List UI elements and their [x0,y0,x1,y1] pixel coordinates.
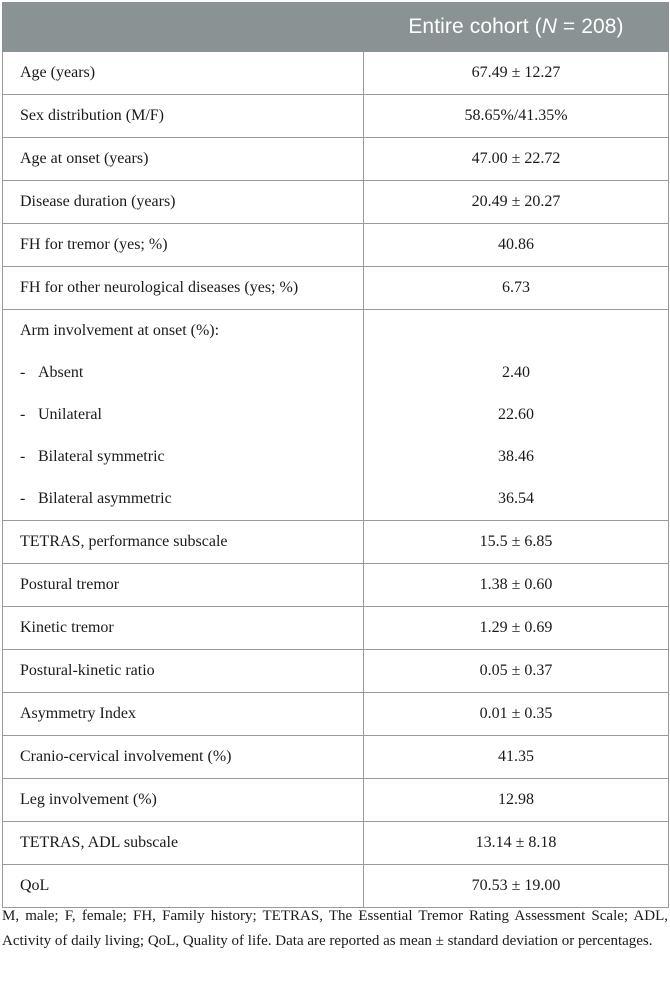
arm-sub-value: 22.60 [498,406,534,423]
table-row [3,224,669,267]
arm-sub-label: Bilateral asymmetric [38,490,172,507]
row-label: TETRAS, ADL subscale [3,822,364,865]
arm-group-title-spacer [364,310,668,352]
table-row [3,138,669,181]
header-entire-cohort [364,3,669,52]
header-prefix: Entire cohort ( [408,15,542,38]
table-row [3,650,669,693]
table-header-row [3,3,669,52]
table-row [3,693,669,736]
row-value: 15.5 ± 6.85 [364,521,669,564]
row-value: 70.53 ± 19.00 [364,865,669,908]
arm-sub-value: 2.40 [502,364,530,381]
row-value: 47.00 ± 22.72 [364,138,669,181]
arm-sub-item: - Unilateral [20,406,102,423]
row-value: 12.98 [364,779,669,822]
row-value: 0.01 ± 0.35 [364,693,669,736]
row-value: 1.38 ± 0.60 [364,564,669,607]
arm-sub-value: 36.54 [498,490,534,507]
row-label: Kinetic tremor [3,607,364,650]
row-label: QoL [3,865,364,908]
arm-involvement-group-row [3,310,669,521]
row-value: 6.73 [364,267,669,310]
table-footnote: M, male; F, female; FH, Family history; TETRAS, The Essential Tremor Rating Assessment Scale; ADL, Activity of daily living; QoL, Quality of life. Data are reported as mean ± standard deviation or percentages. [2,908,668,949]
row-label: Sex distribution (M/F) [3,95,364,138]
row-label: Age (years) [3,52,364,95]
table-row [3,267,669,310]
row-label: Age at onset (years) [3,138,364,181]
table-row [3,521,669,564]
cohort-table [2,2,668,908]
arm-sub-item: - Absent [20,364,84,381]
arm-sub-label: Absent [38,364,84,381]
row-label: FH for tremor (yes; %) [3,224,364,267]
row-value: 20.49 ± 20.27 [364,181,669,224]
table-row [3,564,669,607]
header-suffix: = 208) [556,15,624,38]
table-row [3,865,669,908]
characteristics-table [2,2,669,908]
row-label: Leg involvement (%) [3,779,364,822]
header-empty-cell [3,3,364,52]
arm-group-title: Arm involvement at onset (%): [20,322,220,339]
row-value: 40.86 [364,224,669,267]
row-value: 58.65%/41.35% [364,95,669,138]
table-row [3,95,669,138]
row-label: Cranio-cervical involvement (%) [3,736,364,779]
arm-sub-value: 38.46 [498,448,534,465]
table-row [3,822,669,865]
arm-sub-item: - Bilateral asymmetric [20,490,172,507]
row-label: FH for other neurological diseases (yes; %) [3,267,364,310]
row-value: 67.49 ± 12.27 [364,52,669,95]
table-row [3,52,669,95]
table-row [3,181,669,224]
arm-sub-item: - Bilateral symmetric [20,448,165,465]
arm-sub-label: Unilateral [38,406,102,423]
header-n-symbol: N [541,15,557,38]
row-label: Postural-kinetic ratio [3,650,364,693]
row-label: Postural tremor [3,564,364,607]
arm-group-value-cell [364,310,669,521]
row-value: 13.14 ± 8.18 [364,822,669,865]
row-label: Disease duration (years) [3,181,364,224]
table-row [3,779,669,822]
table-row [3,736,669,779]
row-value: 0.05 ± 0.37 [364,650,669,693]
table-row [3,607,669,650]
row-label: Asymmetry Index [3,693,364,736]
arm-group-label-cell [3,310,364,521]
row-value: 1.29 ± 0.69 [364,607,669,650]
row-value: 41.35 [364,736,669,779]
row-label: TETRAS, performance subscale [3,521,364,564]
arm-sub-label: Bilateral symmetric [38,448,165,465]
